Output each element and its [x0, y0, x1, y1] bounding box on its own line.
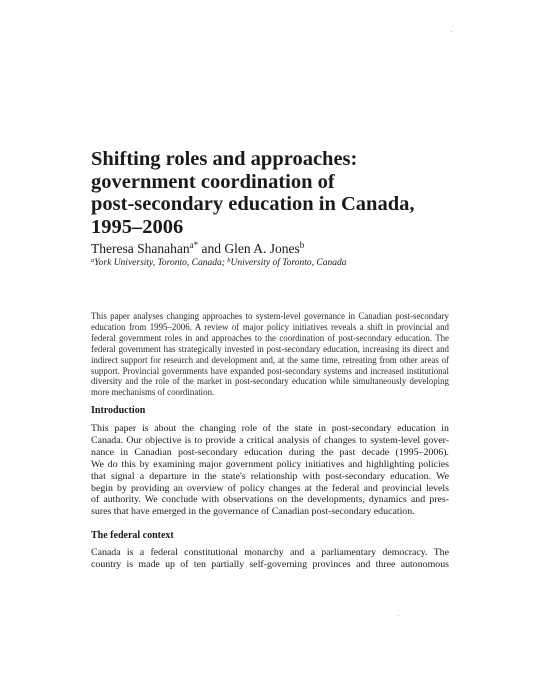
scan-mark: · [450, 28, 453, 36]
abstract-line: This paper analyses changing approaches to system-level governance in Canadian post-secondary [91, 311, 449, 321]
introduction-paragraph [91, 423, 449, 518]
affiliation-superscript: b [227, 257, 231, 264]
section-heading-introduction: Introduction [91, 405, 146, 416]
body-line: This paper is about the changing role of the state in post-secondary education in [91, 423, 449, 434]
author-superscript: b [299, 240, 305, 250]
body-line: that signal a departure in the state's relationship with post-secondary education. We [91, 470, 449, 482]
affiliation-line [91, 258, 346, 269]
title-line: government coordination of [91, 170, 335, 193]
title-line: Shifting roles and approaches: [91, 148, 358, 170]
abstract-line: federal government has strategically invested in post-secondary education, increasing its direct and [91, 343, 449, 354]
abstract [91, 311, 449, 398]
abstract-line: indirect support for research and development and, at the same time, retreating from other areas of [91, 354, 449, 365]
body-line: Canada is a federal constitutional monarchy and a parliamentary democracy. The [91, 547, 449, 558]
affiliation-text: York University, Toronto, Canada; [94, 258, 228, 268]
abstract-line: support. Provincial governments have expanded post-secondary systems and increased institutional [91, 365, 449, 376]
abstract-line: diversity and the role of the market in post-secondary education while simultaneously developing [91, 376, 449, 387]
author-conjunction: and [198, 241, 225, 256]
affiliation-superscript: a [91, 257, 95, 264]
body-line: nance in Canadian post-secondary education during the past decade (1995–2006). [91, 446, 449, 458]
body-line: begin by providing an overview of policy changes at the federal and provincial levels [91, 482, 449, 494]
body-line: We do this by examining major government policy initiatives and highlighting policies [91, 458, 449, 470]
paper-title [91, 148, 471, 238]
abstract-line: education from 1995–2006. A review of major policy initiatives reveals a shift in provincial and [91, 321, 449, 332]
abstract-line: more mechanisms of coordination. [91, 387, 215, 398]
author-name: Theresa Shanahan [91, 241, 190, 256]
body-line: sures that have emerged in the governance of Canadian post-secondary education. [91, 506, 415, 518]
author-superscript: a* [189, 240, 199, 250]
scan-mark: · [397, 612, 400, 620]
federal-context-paragraph [91, 547, 449, 571]
body-line: country is made up of ten partially self-governing provinces and three autonomous [91, 558, 449, 570]
author-name: Glen A. Jones [224, 241, 300, 256]
abstract-line: federal government roles in and approaches to the coordination of post-secondary education. The [91, 332, 449, 343]
body-line: of authority. We conclude with observations on the developments, dynamics and pres- [91, 494, 449, 506]
title-line: 1995–2006 [91, 215, 184, 238]
title-line: post-secondary education in Canada, [91, 193, 415, 215]
section-heading-federal-context: The federal context [91, 530, 174, 541]
body-line: Canada. Our objective is to provide a critical analysis of changes to system-level gover- [91, 434, 449, 446]
author-line [91, 241, 304, 256]
affiliation-text: University of Toronto, Canada [230, 258, 347, 268]
